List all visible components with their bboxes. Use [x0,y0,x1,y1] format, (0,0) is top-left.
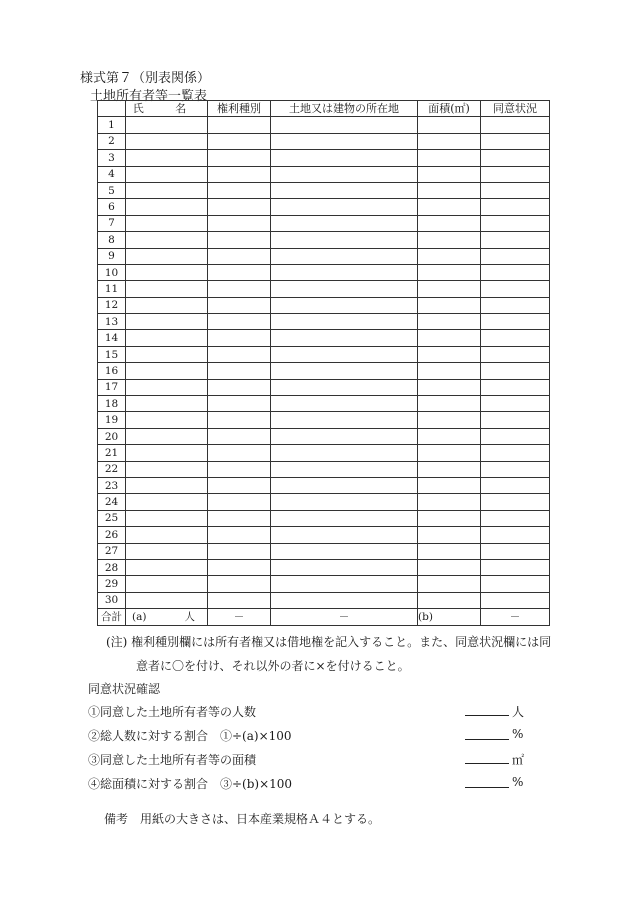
area-cell[interactable] [418,510,481,526]
location-cell[interactable] [271,166,418,182]
table-row [98,248,550,264]
area-cell[interactable] [418,346,481,362]
name-cell[interactable] [126,363,208,379]
confirmation-item [88,751,528,769]
consent-cell[interactable] [481,461,550,477]
table-row [98,166,550,182]
consent-cell[interactable] [481,264,550,280]
rights-cell[interactable] [208,346,271,362]
row-number: 14 [98,330,126,346]
table-row [98,199,550,215]
rights-cell[interactable] [208,494,271,510]
table-row [98,330,550,346]
name-cell[interactable] [126,199,208,215]
name-cell[interactable] [126,297,208,313]
header-area: 面積(㎡) [418,101,481,117]
table-row [98,281,550,297]
row-number: 18 [98,396,126,412]
consent-cell[interactable] [481,445,550,461]
total-rights-dash: － [208,609,271,625]
table-row [98,494,550,510]
area-cell[interactable] [418,248,481,264]
table-row [98,182,550,198]
name-cell[interactable] [126,281,208,297]
confirmation-item-label: ①同意した土地所有者等の人数 [88,705,257,719]
consent-cell[interactable] [481,248,550,264]
table-row [98,527,550,543]
location-cell[interactable] [271,264,418,280]
location-cell[interactable] [271,117,418,133]
rights-cell[interactable] [208,314,271,330]
location-cell[interactable] [271,232,418,248]
area-cell[interactable] [418,543,481,559]
location-cell[interactable] [271,150,418,166]
consent-cell[interactable] [481,592,550,608]
location-cell[interactable] [271,445,418,461]
confirmation-item-blank [465,739,509,740]
row-number: 7 [98,215,126,231]
table-row [98,461,550,477]
confirmation-item [88,775,528,793]
header-number [98,101,126,117]
name-cell[interactable] [126,314,208,330]
row-number: 20 [98,428,126,444]
rights-cell[interactable] [208,527,271,543]
confirmation-item [88,727,528,745]
row-number: 28 [98,559,126,575]
consent-cell[interactable] [481,215,550,231]
rights-cell[interactable] [208,199,271,215]
row-number: 3 [98,150,126,166]
table-body [98,117,550,609]
location-cell[interactable] [271,379,418,395]
rights-cell[interactable] [208,232,271,248]
row-number: 13 [98,314,126,330]
consent-cell[interactable] [481,379,550,395]
consent-cell[interactable] [481,494,550,510]
row-number: 5 [98,182,126,198]
location-cell[interactable] [271,281,418,297]
row-number: 11 [98,281,126,297]
note [106,630,566,678]
total-row [98,609,550,625]
location-cell[interactable] [271,510,418,526]
table-row [98,477,550,493]
confirmation-item-label: ④総面積に対する割合 ③÷(b)×100 [88,777,293,791]
confirmation-heading: 同意状況確認 [88,682,161,696]
name-cell[interactable] [126,215,208,231]
rights-cell[interactable] [208,182,271,198]
name-cell[interactable] [126,166,208,182]
name-cell[interactable] [126,543,208,559]
consent-cell[interactable] [481,330,550,346]
area-cell[interactable] [418,314,481,330]
location-cell[interactable] [271,133,418,149]
row-number: 26 [98,527,126,543]
rights-cell[interactable] [208,117,271,133]
row-number: 6 [98,199,126,215]
table-row [98,428,550,444]
confirmation-item-blank [465,787,509,788]
location-cell[interactable] [271,592,418,608]
area-cell[interactable] [418,461,481,477]
area-cell[interactable] [418,412,481,428]
row-number: 10 [98,264,126,280]
total-consent-dash: － [481,609,550,625]
confirmation-item-unit: 人 [512,705,525,719]
table-row [98,346,550,362]
table-row [98,412,550,428]
consent-cell[interactable] [481,363,550,379]
area-cell[interactable] [418,117,481,133]
header-consent: 同意状況 [481,101,550,117]
table-row [98,133,550,149]
name-cell[interactable] [126,150,208,166]
area-cell[interactable] [418,379,481,395]
row-number: 12 [98,297,126,313]
location-cell[interactable] [271,461,418,477]
table-row [98,510,550,526]
consent-cell[interactable] [481,527,550,543]
confirmation-item-label: ②総人数に対する割合 ①÷(a)×100 [88,729,292,743]
form-number: 様式第７（別表関係） [80,71,211,86]
location-cell[interactable] [271,543,418,559]
table-title: 土地所有者等一覧表 [90,89,208,104]
area-cell[interactable] [418,199,481,215]
row-number: 21 [98,445,126,461]
rights-cell[interactable] [208,445,271,461]
consent-cell[interactable] [481,576,550,592]
remarks: 備考 用紙の大きさは、日本産業規格Ａ４とする。 [104,812,381,826]
name-cell[interactable] [126,346,208,362]
location-cell[interactable] [271,346,418,362]
location-cell[interactable] [271,182,418,198]
rights-cell[interactable] [208,166,271,182]
table-row [98,379,550,395]
note-line-2: 意者に〇を付け、それ以外の者に×を付けること。 [136,659,410,673]
header-location: 土地又は建物の所在地 [271,101,418,117]
rights-cell[interactable] [208,330,271,346]
area-cell[interactable] [418,232,481,248]
rights-cell[interactable] [208,543,271,559]
location-cell[interactable] [271,396,418,412]
name-cell[interactable] [126,379,208,395]
consent-cell[interactable] [481,346,550,362]
rights-cell[interactable] [208,396,271,412]
consent-cell[interactable] [481,477,550,493]
location-cell[interactable] [271,494,418,510]
count-unit: 人 [184,610,195,623]
landowner-table [97,100,550,626]
name-cell[interactable] [126,117,208,133]
rights-cell[interactable] [208,363,271,379]
rights-cell[interactable] [208,477,271,493]
row-number: 25 [98,510,126,526]
location-cell[interactable] [271,576,418,592]
rights-cell[interactable] [208,248,271,264]
name-cell[interactable] [126,428,208,444]
rights-cell[interactable] [208,264,271,280]
confirmation-item-label: ③同意した土地所有者等の面積 [88,753,257,767]
confirmation-item-blank [465,715,509,716]
area-cell[interactable] [418,281,481,297]
total-location-dash: － [271,609,418,625]
row-number: 27 [98,543,126,559]
table-row [98,150,550,166]
location-cell[interactable] [271,477,418,493]
consent-cell[interactable] [481,510,550,526]
name-cell[interactable] [126,445,208,461]
area-cell[interactable] [418,494,481,510]
area-cell[interactable] [418,150,481,166]
location-cell[interactable] [271,314,418,330]
row-number: 29 [98,576,126,592]
area-cell[interactable] [418,592,481,608]
rights-cell[interactable] [208,297,271,313]
area-cell[interactable] [418,363,481,379]
name-cell[interactable] [126,182,208,198]
area-cell[interactable] [418,166,481,182]
consent-cell[interactable] [481,412,550,428]
confirmation-item-blank [465,763,509,764]
consent-cell[interactable] [481,281,550,297]
table-row [98,297,550,313]
confirmation-item-unit: ㎡ [512,753,525,767]
rights-cell[interactable] [208,379,271,395]
name-cell[interactable] [126,576,208,592]
name-cell[interactable] [126,232,208,248]
name-cell[interactable] [126,461,208,477]
consent-cell[interactable] [481,199,550,215]
total-label: 合計 [98,609,126,625]
rights-cell[interactable] [208,412,271,428]
table-row [98,117,550,133]
row-number: 30 [98,592,126,608]
rights-cell[interactable] [208,592,271,608]
note-line-1: (注) 権利種別欄には所有者権又は借地権を記入すること。また、同意状況欄には同 [106,635,552,649]
header-name: 氏 名 [126,101,208,117]
area-cell[interactable] [418,527,481,543]
area-cell[interactable] [418,396,481,412]
rights-cell[interactable] [208,150,271,166]
location-cell[interactable] [271,199,418,215]
row-number: 19 [98,412,126,428]
consent-cell[interactable] [481,396,550,412]
table-row [98,314,550,330]
row-number: 15 [98,346,126,362]
name-cell[interactable] [126,396,208,412]
area-cell[interactable] [418,215,481,231]
location-cell[interactable] [271,330,418,346]
area-cell[interactable] [418,182,481,198]
table-row [98,264,550,280]
row-number: 24 [98,494,126,510]
row-number: 17 [98,379,126,395]
name-cell[interactable] [126,559,208,575]
area-cell[interactable] [418,330,481,346]
consent-cell[interactable] [481,117,550,133]
area-cell[interactable] [418,264,481,280]
rights-cell[interactable] [208,510,271,526]
row-number: 1 [98,117,126,133]
rights-cell[interactable] [208,215,271,231]
table-row [98,445,550,461]
name-cell[interactable] [126,248,208,264]
total-count-cell [126,609,208,625]
table-row [98,396,550,412]
table-row [98,559,550,575]
name-cell[interactable] [126,264,208,280]
row-number: 2 [98,133,126,149]
consent-cell[interactable] [481,150,550,166]
area-cell[interactable] [418,428,481,444]
consent-cell[interactable] [481,559,550,575]
table-row [98,215,550,231]
rights-cell[interactable] [208,461,271,477]
name-cell[interactable] [126,592,208,608]
name-cell[interactable] [126,494,208,510]
table-row [98,576,550,592]
confirmation-item-unit: % [512,775,524,789]
location-cell[interactable] [271,248,418,264]
name-cell[interactable] [126,477,208,493]
confirmation-item-unit: % [512,727,524,741]
consent-cell[interactable] [481,428,550,444]
name-cell[interactable] [126,330,208,346]
area-cell[interactable] [418,133,481,149]
table-row [98,232,550,248]
area-cell[interactable] [418,559,481,575]
total-area-marker: (b) [418,609,481,625]
name-cell[interactable] [126,510,208,526]
table-row [98,543,550,559]
location-cell[interactable] [271,559,418,575]
area-cell[interactable] [418,445,481,461]
count-marker: (a) [132,610,147,623]
location-cell[interactable] [271,428,418,444]
location-cell[interactable] [271,297,418,313]
location-cell[interactable] [271,527,418,543]
consent-cell[interactable] [481,133,550,149]
area-cell[interactable] [418,297,481,313]
consent-cell[interactable] [481,297,550,313]
location-cell[interactable] [271,412,418,428]
header-rights: 権利種別 [208,101,271,117]
rights-cell[interactable] [208,133,271,149]
row-number: 8 [98,232,126,248]
rights-cell[interactable] [208,281,271,297]
location-cell[interactable] [271,363,418,379]
header-row [98,101,550,117]
table-row [98,592,550,608]
name-cell[interactable] [126,412,208,428]
area-cell[interactable] [418,477,481,493]
rights-cell[interactable] [208,428,271,444]
row-number: 4 [98,166,126,182]
consent-cell[interactable] [481,543,550,559]
name-cell[interactable] [126,527,208,543]
name-cell[interactable] [126,133,208,149]
rights-cell[interactable] [208,576,271,592]
consent-cell[interactable] [481,166,550,182]
confirmation-item [88,703,528,721]
row-number: 9 [98,248,126,264]
location-cell[interactable] [271,215,418,231]
consent-cell[interactable] [481,232,550,248]
row-number: 16 [98,363,126,379]
table-row [98,363,550,379]
row-number: 22 [98,461,126,477]
consent-cell[interactable] [481,314,550,330]
rights-cell[interactable] [208,559,271,575]
row-number: 23 [98,477,126,493]
area-cell[interactable] [418,576,481,592]
consent-cell[interactable] [481,182,550,198]
